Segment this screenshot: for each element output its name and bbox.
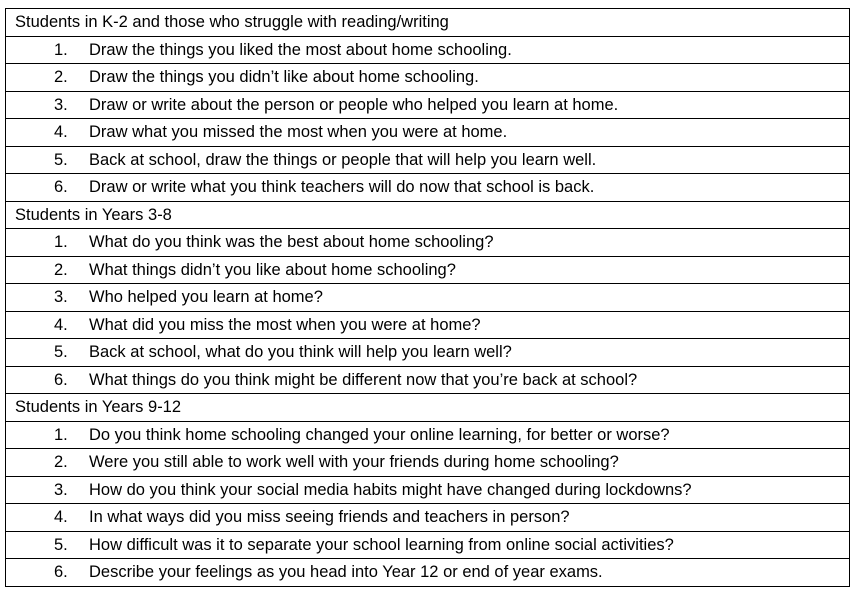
item-number: 4.: [54, 315, 68, 334]
item-text: Who helped you learn at home?: [89, 288, 323, 307]
item-text: Draw the things you didn’t like about home schooling.: [89, 68, 479, 87]
item-text: Back at school, draw the things or people that will help you learn well.: [89, 150, 597, 169]
list-item: [6, 504, 850, 532]
list-item: [6, 339, 850, 367]
table-row: [6, 91, 850, 119]
item-number: 3.: [54, 480, 68, 499]
table-row: [6, 366, 850, 394]
item-text: Draw or write what you think teachers will do now that school is back.: [89, 178, 595, 197]
table-row: [6, 119, 850, 147]
table-row: [6, 476, 850, 504]
list-item: [6, 229, 850, 257]
item-text: What do you think was the best about home schooling?: [89, 233, 494, 252]
section-heading: Students in Years 3-8: [6, 201, 850, 229]
question-table-body: [6, 9, 850, 587]
item-text: What things didn’t you like about home schooling?: [89, 260, 456, 279]
section-heading: Students in K-2 and those who struggle with reading/writing: [6, 9, 850, 37]
item-number: 5.: [54, 343, 68, 362]
item-text: Draw what you missed the most when you were at home.: [89, 123, 508, 142]
list-item: [6, 64, 850, 92]
item-number: 6.: [54, 178, 68, 197]
table-row: [6, 229, 850, 257]
list-item: [6, 91, 850, 119]
item-number: 2.: [54, 453, 68, 472]
item-text: Draw or write about the person or people who helped you learn at home.: [89, 95, 619, 114]
item-number: 6.: [54, 370, 68, 389]
list-item: [6, 531, 850, 559]
item-number: 4.: [54, 123, 68, 142]
item-number: 1.: [54, 425, 68, 444]
item-number: 1.: [54, 40, 68, 59]
section-heading-row: [6, 394, 850, 422]
table-row: [6, 421, 850, 449]
table-row: [6, 339, 850, 367]
item-text: How difficult was it to separate your school learning from online social activities?: [89, 535, 674, 554]
list-item: [6, 256, 850, 284]
table-row: [6, 146, 850, 174]
list-item: [6, 146, 850, 174]
section-heading-row: [6, 9, 850, 37]
item-number: 2.: [54, 260, 68, 279]
table-row: [6, 174, 850, 202]
item-text: Do you think home schooling changed your online learning, for better or worse?: [89, 425, 670, 444]
table-row: [6, 504, 850, 532]
table-row: [6, 284, 850, 312]
table-row: [6, 311, 850, 339]
list-item: [6, 284, 850, 312]
item-number: 1.: [54, 233, 68, 252]
item-number: 4.: [54, 508, 68, 527]
item-number: 3.: [54, 288, 68, 307]
table-row: [6, 36, 850, 64]
item-text: Draw the things you liked the most about home schooling.: [89, 40, 512, 59]
list-item: [6, 559, 850, 587]
item-text: Back at school, what do you think will help you learn well?: [89, 343, 512, 362]
table-row: [6, 531, 850, 559]
list-item: [6, 36, 850, 64]
item-text: What did you miss the most when you were at home?: [89, 315, 481, 334]
section-heading-row: [6, 201, 850, 229]
table-row: [6, 256, 850, 284]
list-item: [6, 421, 850, 449]
table-row: [6, 449, 850, 477]
table-row: [6, 64, 850, 92]
list-item: [6, 311, 850, 339]
list-item: [6, 449, 850, 477]
item-text: Describe your feelings as you head into Year 12 or end of year exams.: [89, 563, 603, 582]
item-text: How do you think your social media habits might have changed during lockdowns?: [89, 480, 692, 499]
item-text: In what ways did you miss seeing friends and teachers in person?: [89, 508, 570, 527]
list-item: [6, 366, 850, 394]
question-table: [5, 8, 850, 587]
section-heading: Students in Years 9-12: [6, 394, 850, 422]
list-item: [6, 119, 850, 147]
list-item: [6, 174, 850, 202]
table-row: [6, 559, 850, 587]
item-number: 5.: [54, 535, 68, 554]
item-number: 6.: [54, 563, 68, 582]
item-number: 2.: [54, 68, 68, 87]
list-item: [6, 476, 850, 504]
item-number: 5.: [54, 150, 68, 169]
item-number: 3.: [54, 95, 68, 114]
item-text: What things do you think might be different now that you’re back at school?: [89, 370, 638, 389]
item-text: Were you still able to work well with your friends during home schooling?: [89, 453, 619, 472]
